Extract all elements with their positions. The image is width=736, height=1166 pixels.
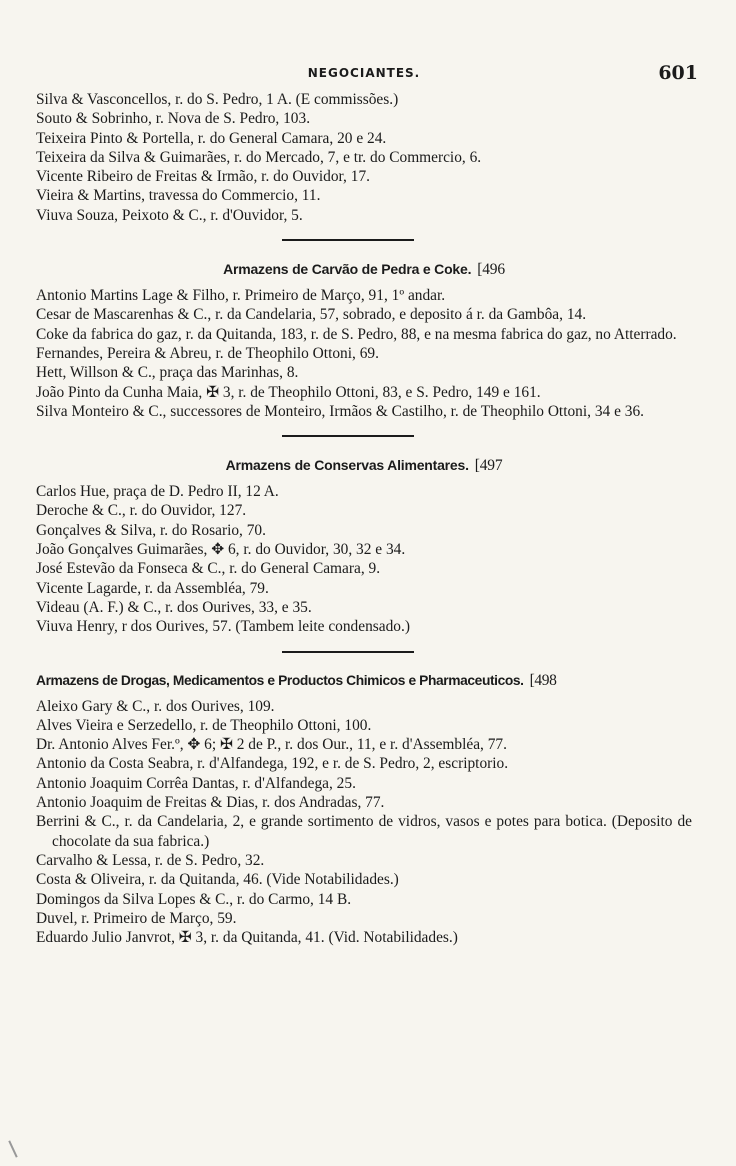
entry-list-negociantes	[36, 90, 692, 225]
section-title-conservas	[36, 455, 692, 476]
list-item: Fernandes, Pereira & Abreu, r. de Theophilo Ottoni, 69.	[36, 344, 379, 362]
list-item: Vicente Ribeiro de Freitas & Irmão, r. do Ouvidor, 17.	[36, 168, 370, 186]
section-title-text: Armazens de Drogas, Medicamentos e Productos Chimicos e Pharmaceuticos.	[36, 672, 524, 688]
list-item: Eduardo Julio Janvrot, ✠ 3, r. da Quitanda, 41. (Vid. Notabilidades.)	[36, 929, 458, 947]
list-item: Viuva Souza, Peixoto & C., r. d'Ouvidor, 5.	[36, 206, 303, 224]
list-item: Duvel, r. Primeiro de Março, 59.	[36, 909, 237, 927]
list-item: Deroche & C., r. do Ouvidor, 127.	[36, 502, 247, 520]
list-item: Souto & Sobrinho, r. Nova de S. Pedro, 103.	[36, 110, 311, 128]
list-item: Alves Vieira e Serzedello, r. de Theophilo Ottoni, 100.	[36, 716, 372, 734]
entry-list-carvao	[36, 286, 692, 421]
section-title-text: Armazens de Carvão de Pedra e Coke.	[223, 261, 472, 278]
pencil-mark	[8, 1140, 17, 1157]
list-item: José Estevão da Fonseca & C., r. do General Camara, 9.	[36, 560, 381, 578]
entry-list-drogas	[36, 697, 692, 948]
section-number: [496	[477, 261, 505, 279]
entry-list-conservas	[36, 482, 692, 636]
list-item: Coke da fabrica do gaz, r. da Quitanda, 183, r. de S. Pedro, 88, e na mesma fabrica do gaz, no Atterrado.	[36, 325, 677, 343]
list-item: Hett, Willson & C., praça das Marinhas, 8.	[36, 364, 299, 382]
list-item: Dr. Antonio Alves Fer.º, ✥ 6; ✠ 2 de P., r. dos Our., 11, e r. d'Assembléa, 77.	[36, 736, 507, 754]
list-item: Antonio da Costa Seabra, r. d'Alfandega, 192, e r. de S. Pedro, 2, escriptorio.	[36, 755, 509, 773]
list-item: Antonio Martins Lage & Filho, r. Primeiro de Março, 91, 1º andar.	[36, 287, 446, 305]
section-number: [497	[474, 457, 503, 475]
list-item: Antonio Joaquim Corrêa Dantas, r. d'Alfandega, 25.	[36, 774, 356, 792]
section-divider	[36, 637, 692, 669]
running-head	[36, 62, 698, 90]
list-item: Videau (A. F.) & C., r. dos Ourives, 33, e 35.	[36, 598, 312, 616]
list-item: Vicente Lagarde, r. da Assembléa, 79.	[36, 579, 269, 597]
list-item: Cesar de Mascarenhas & C., r. da Candelaria, 57, sobrado, e deposito á r. da Gambôa, 14.	[36, 306, 587, 324]
section-title-text: Armazens de Conservas Alimentares.	[225, 457, 469, 474]
section-divider	[36, 225, 692, 257]
list-item: Gonçalves & Silva, r. do Rosario, 70.	[36, 521, 266, 539]
section-title-carvao	[36, 259, 692, 280]
list-item: Aleixo Gary & C., r. dos Ourives, 109.	[36, 697, 275, 715]
list-item: Carvalho & Lessa, r. de S. Pedro, 32.	[36, 851, 265, 869]
list-item: Teixeira da Silva & Guimarães, r. do Mercado, 7, e tr. do Commercio, 6.	[36, 148, 482, 166]
section-number: [498	[529, 671, 557, 689]
section-title-drogas	[36, 671, 692, 691]
section-divider	[36, 421, 692, 453]
running-title: NEGOCIANTES.	[307, 66, 421, 80]
list-item: Domingos da Silva Lopes & C., r. do Carmo, 14 B.	[36, 890, 352, 908]
list-item: Costa & Oliveira, r. da Quitanda, 46. (Vide Notabilidades.)	[36, 871, 399, 889]
directory-page	[36, 62, 698, 947]
list-item: Silva Monteiro & C., successores de Monteiro, Irmãos & Castilho, r. de Theophilo Ottoni, 34 e 36.	[36, 402, 644, 420]
list-item: Viuva Henry, r dos Ourives, 57. (Tambem leite condensado.)	[36, 618, 410, 636]
list-item: Carlos Hue, praça de D. Pedro II, 12 A.	[36, 483, 279, 501]
list-item: João Pinto da Cunha Maia, ✠ 3, r. de Theophilo Ottoni, 83, e S. Pedro, 149 e 161.	[36, 383, 541, 401]
list-item: Teixeira Pinto & Portella, r. do General Camara, 20 e 24.	[36, 129, 387, 147]
list-item: Vieira & Martins, travessa do Commercio, 11.	[36, 187, 321, 205]
list-item: João Gonçalves Guimarães, ✥ 6, r. do Ouvidor, 30, 32 e 34.	[36, 541, 406, 559]
list-item: Berrini & C., r. da Candelaria, 2, e grande sortimento de vidros, vasos e potes para botica. (Deposito de chocolate da sua fabrica.)	[36, 813, 692, 850]
list-item: Silva & Vasconcellos, r. do S. Pedro, 1 A. (E commissões.)	[36, 91, 399, 108]
page-number: 601	[658, 62, 698, 84]
list-item: Antonio Joaquim de Freitas & Dias, r. dos Andradas, 77.	[36, 794, 385, 812]
